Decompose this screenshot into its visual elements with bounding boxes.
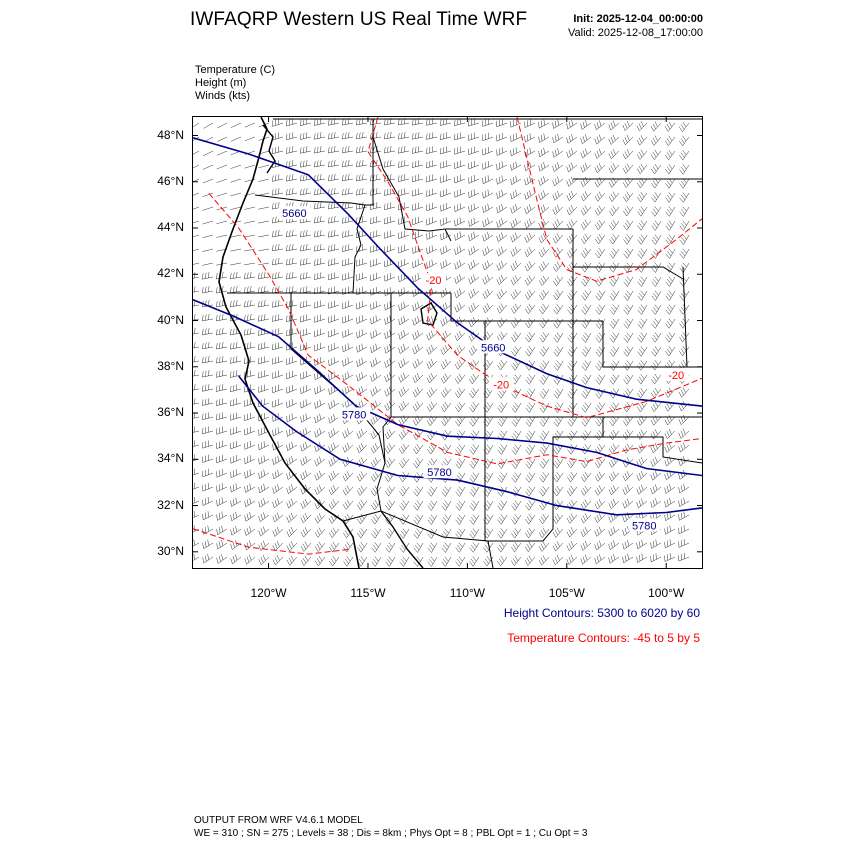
lat-tick-label: 38°N bbox=[157, 358, 184, 373]
lat-tick-label: 34°N bbox=[157, 451, 184, 466]
lat-tick-label: 30°N bbox=[157, 543, 184, 558]
lat-tick-label: 36°N bbox=[157, 405, 184, 420]
lat-tick-label: 32°N bbox=[157, 497, 184, 512]
height-contours-note: Height Contours: 5300 to 6020 by 60 bbox=[503, 606, 700, 620]
lat-tick-label: 42°N bbox=[157, 266, 184, 281]
variable-label-temperature: Temperature (C) bbox=[195, 64, 276, 76]
lon-tick-label: 105°W bbox=[548, 586, 585, 600]
contour-label: 5780 bbox=[341, 409, 367, 422]
map-panel bbox=[192, 116, 703, 569]
lat-tick-label: 46°N bbox=[157, 173, 184, 188]
lon-tick-label: 100°W bbox=[648, 586, 685, 600]
contour-label: -20 bbox=[493, 379, 510, 392]
model-config-line: WE = 310 ; SN = 275 ; Levels = 38 ; Dis = 8km ; Phys Opt = 8 ; PBL Opt = 1 ; Cu Opt = 3 bbox=[194, 828, 588, 839]
temperature-contours-note: Temperature Contours: -45 to 5 by 5 bbox=[507, 631, 700, 645]
lon-tick-label: 115°W bbox=[350, 586, 386, 600]
contour-label: 5660 bbox=[480, 342, 506, 355]
variable-label-winds: Winds (kts) bbox=[195, 90, 250, 102]
contour-label: 5780 bbox=[427, 467, 452, 480]
contour-label: 5780 bbox=[632, 520, 657, 533]
lat-tick-label: 48°N bbox=[157, 127, 184, 142]
contour-label: -20 bbox=[668, 370, 685, 382]
valid-time: Valid: 2025-12-08_17:00:00 bbox=[568, 27, 703, 39]
contour-label: -20 bbox=[425, 275, 442, 288]
contour-label: 5660 bbox=[282, 208, 307, 221]
lon-tick-label: 120°W bbox=[250, 586, 287, 600]
lat-tick-label: 40°N bbox=[157, 312, 184, 327]
model-info-line: OUTPUT FROM WRF V4.6.1 MODEL bbox=[194, 815, 363, 826]
lon-tick-label: 110°W bbox=[449, 586, 486, 600]
lat-tick-label: 44°N bbox=[157, 220, 184, 234]
map-title: IWFAQRP Western US Real Time WRF bbox=[190, 9, 528, 30]
init-time: Init: 2025-12-04_00:00:00 bbox=[573, 13, 703, 25]
variable-label-height: Height (m) bbox=[195, 77, 247, 89]
weather-map bbox=[193, 117, 702, 568]
